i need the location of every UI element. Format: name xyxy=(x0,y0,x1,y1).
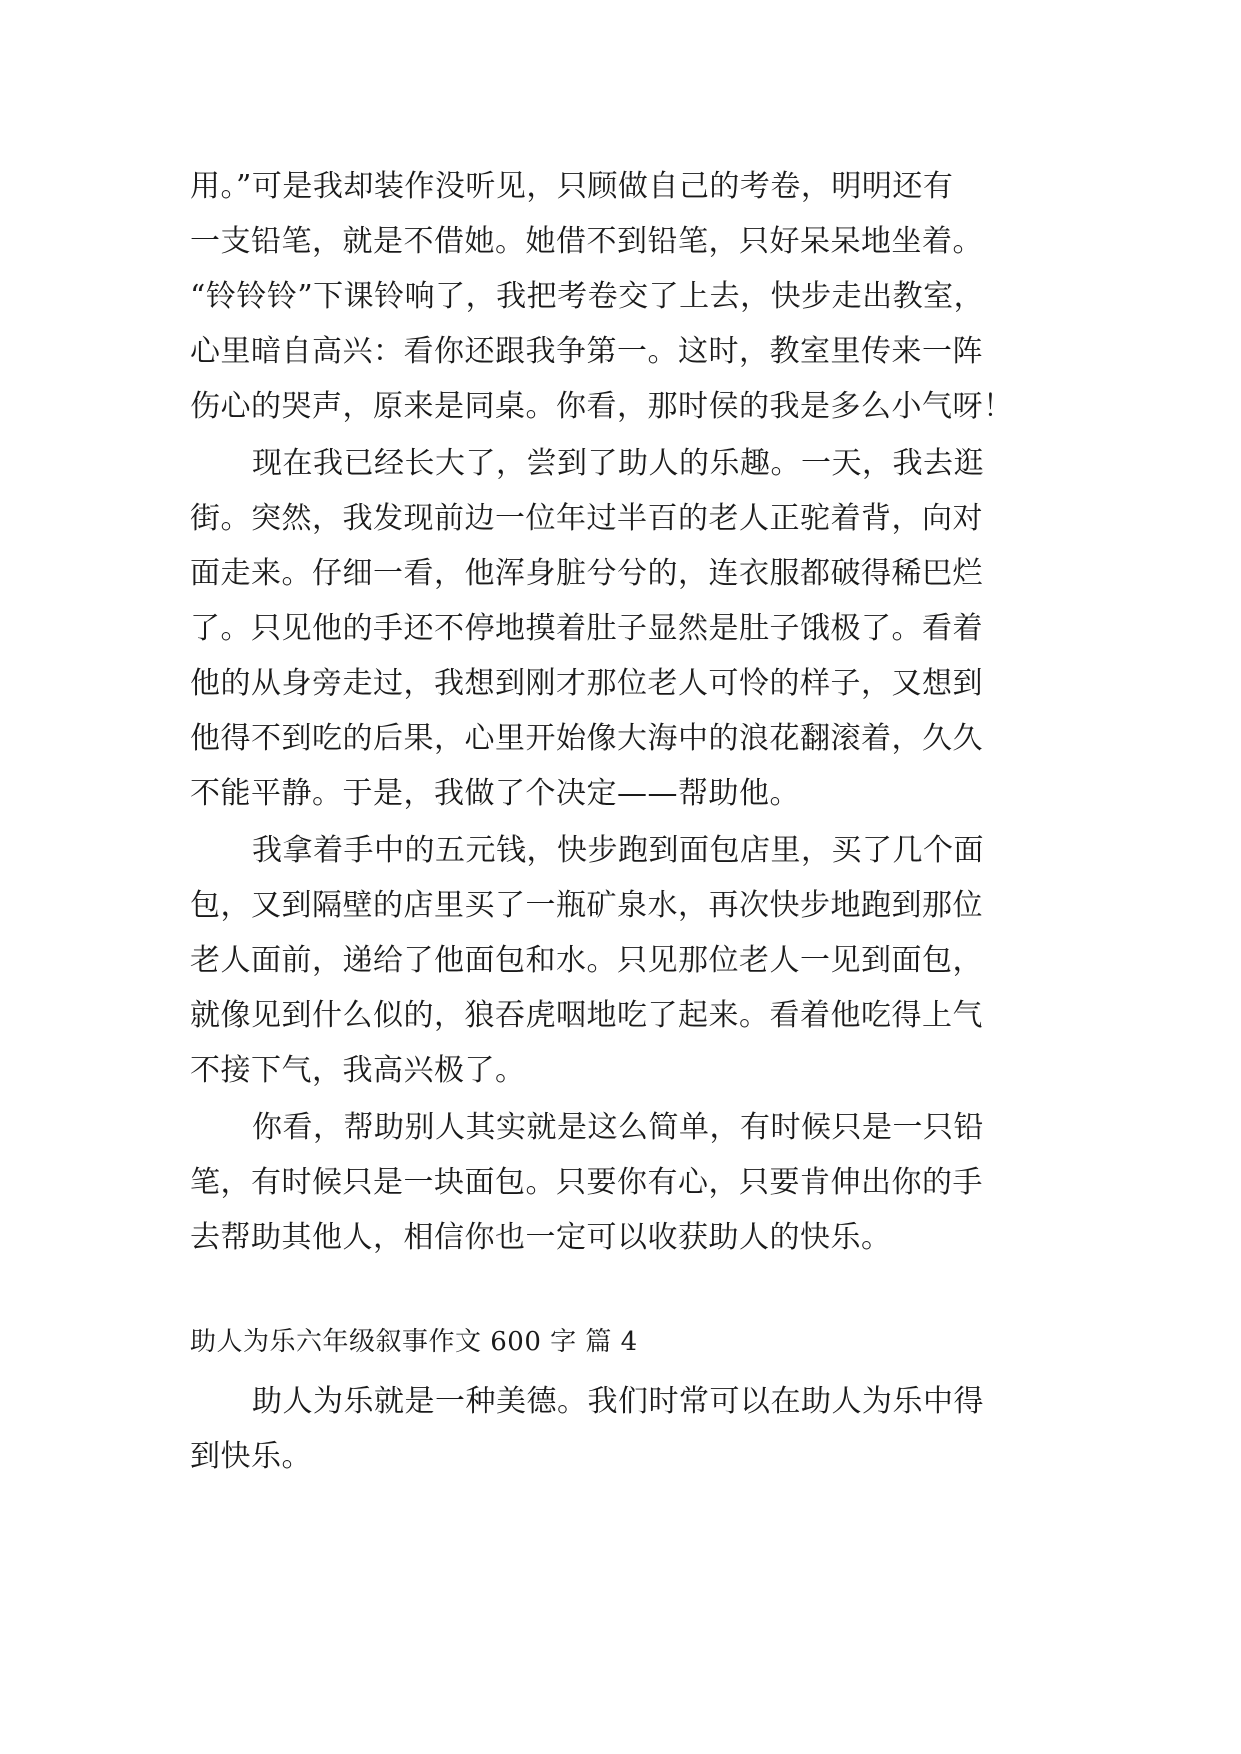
paragraph-1-line-2: 一支铅笔，就是不借她。她借不到铅笔，只好呆呆地坐着。 xyxy=(190,224,983,259)
paragraph-1-line-1: 用。”可是我却装作没听见，只顾做自己的考卷，明明还有 xyxy=(190,169,954,204)
paragraph-1-line-4: 心里暗自高兴：看你还跟我争第一。这时，教室里传来一阵 xyxy=(190,334,983,369)
paragraph-4-line-1: 你看，帮助别人其实就是这么简单，有时候只是一只铅 xyxy=(252,1110,984,1145)
paragraph-3-line-5: 不接下气，我高兴极了。 xyxy=(190,1053,526,1088)
paragraph-2-line-4: 了。只见他的手还不停地摸着肚子显然是肚子饿极了。看着 xyxy=(190,611,983,646)
paragraph-4-line-3: 去帮助其他人，相信你也一定可以收获助人的快乐。 xyxy=(190,1220,892,1255)
paragraph-2-line-7: 不能平静。于是，我做了个决定——帮助他。 xyxy=(190,776,800,811)
section-heading: 助人为乐六年级叙事作文 600 字 篇 4 xyxy=(190,1327,638,1357)
paragraph-3-line-1: 我拿着手中的五元钱，快步跑到面包店里，买了几个面 xyxy=(252,833,984,868)
paragraph-5-line-2: 到快乐。 xyxy=(190,1439,312,1474)
paragraph-2-line-6: 他得不到吃的后果，心里开始像大海中的浪花翻滚着，久久 xyxy=(190,721,983,756)
paragraph-1-line-5: 伤心的哭声，原来是同桌。你看，那时侯的我是多么小气呀！ xyxy=(190,389,1014,424)
paragraph-3-line-4: 就像见到什么似的，狼吞虎咽地吃了起来。看着他吃得上气 xyxy=(190,998,983,1033)
paragraph-5-line-1: 助人为乐就是一种美德。我们时常可以在助人为乐中得 xyxy=(252,1384,984,1419)
paragraph-2-line-2: 街。突然，我发现前边一位年过半百的老人正驼着背，向对 xyxy=(190,501,983,536)
paragraph-4-line-2: 笔，有时候只是一块面包。只要你有心，只要肯伸出你的手 xyxy=(190,1165,983,1200)
paragraph-2-line-3: 面走来。仔细一看，他浑身脏兮兮的，连衣服都破得稀巴烂 xyxy=(190,556,983,591)
paragraph-1-line-3: “铃铃铃”下课铃响了，我把考卷交了上去，快步走出教室， xyxy=(190,279,985,314)
paragraph-2-line-1: 现在我已经长大了，尝到了助人的乐趣。一天，我去逛 xyxy=(252,446,984,481)
paragraph-3-line-2: 包，又到隔壁的店里买了一瓶矿泉水，再次快步地跑到那位 xyxy=(190,888,983,923)
paragraph-2-line-5: 他的从身旁走过，我想到刚才那位老人可怜的样子，又想到 xyxy=(190,666,983,701)
paragraph-3-line-3: 老人面前，递给了他面包和水。只见那位老人一见到面包， xyxy=(190,943,983,978)
